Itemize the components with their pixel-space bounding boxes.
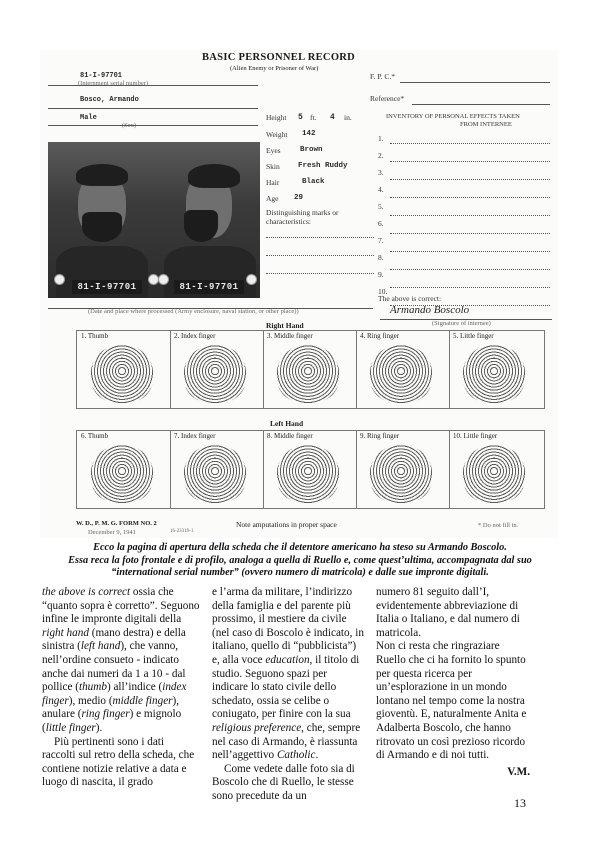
photo-mark: [54, 274, 65, 285]
marks-label: Distinguishing marks or characteristics:: [266, 208, 339, 226]
correct-label: The above is correct:: [378, 294, 442, 303]
skin-label: Skin: [266, 162, 280, 171]
photo-front-beard: [82, 212, 122, 242]
paragraph: e l’arma da militare, l’indirizzo della famiglia e del parente più prossimo, il mestiere da civile (nel caso di Boscolo è indicato, in italiano, quello di “pubblicista”) e, alla voce education, il titolo di studio. Seguono spazi per indicare lo stato civile dello schedato, ossia se celibe o coniugato, per finire con la sua religious preference, che, sempre nel caso di Armando, è riassunta nell’aggettivo Catholic.: [212, 586, 364, 762]
inventory-item: 1.: [378, 134, 384, 143]
name-value: Bosco, Armando: [80, 96, 139, 104]
header-line: [48, 107, 258, 109]
text-column-3: [376, 586, 530, 779]
record-title: BASIC PERSONNEL RECORD: [202, 52, 356, 63]
inventory-subtitle: FROM INTERNEE: [460, 121, 512, 128]
marks-line: [266, 272, 374, 274]
photo-profile-beard: [184, 210, 218, 242]
personnel-record-scan: [40, 50, 558, 538]
inventory-item: 7.: [378, 236, 384, 245]
left-hand-row: [76, 430, 545, 509]
fpc-line: [400, 81, 550, 83]
hair-value: Black: [302, 178, 325, 186]
fingerprint-right-index: 2. Index finger: [170, 330, 264, 408]
photo-front-plate: 81-I-97701: [72, 280, 142, 294]
photo-profile-plate: 81-I-97701: [174, 280, 244, 294]
fingerprint-left-little: 10. Little finger: [449, 430, 545, 508]
page-number: 13: [514, 796, 526, 810]
height-feet-unit: ft.: [310, 113, 317, 122]
right-hand-label: Right Hand: [266, 321, 304, 330]
eyes-label: Eyes: [266, 146, 281, 155]
reference-label: Reference*: [370, 94, 405, 103]
paragraph: Non ci resta che ringraziare Ruello che ci ha fornito lo spunto per questa ricerca per un’esplorazione in un mondo lontano nel tempo come la nostra gioventù. E, naturalmente Anita e Adalberta Boscolo, che hanno ritrovato un così prezioso ricordo di Armando e di noi tutti.: [376, 640, 527, 762]
age-value: 29: [294, 194, 304, 202]
fingerprint-right-thumb: 1. Thumb: [77, 330, 171, 408]
photo-profile-hair: [188, 164, 240, 188]
left-hand-label: Left Hand: [270, 419, 304, 428]
skin-value: Fresh Ruddy: [298, 162, 348, 170]
caption-line: Essa reca la foto frontale e di profilo, analoga a quella di Ruello e, come quest’ultima, accompagnata dal suo: [68, 554, 532, 566]
fingerprint-left-ring: 9. Ring finger: [356, 430, 450, 508]
text-column-2: [212, 586, 364, 804]
figure-caption: [40, 542, 560, 580]
photo-caption: (Date and place where processed (Army enclosure, naval station, or other place)): [88, 308, 299, 315]
fingerprint-left-thumb: 6. Thumb: [77, 430, 171, 508]
reference-line: [412, 103, 550, 105]
text-column-1: [42, 586, 200, 790]
right-hand-row: [76, 330, 545, 409]
fingerprint-left-index: 7. Index finger: [170, 430, 264, 508]
caption-line: Ecco la pagina di apertura della scheda che il detentore americano ha steso su Armando Boscolo.: [93, 542, 507, 553]
eyes-value: Brown: [300, 146, 323, 154]
signature-hint: (Signature of internee): [432, 320, 491, 327]
inventory-item: 4.: [378, 185, 384, 194]
inventory-item: 10.: [378, 287, 388, 296]
caption-line: “international serial number” (ovvero numero di matricola) e dalle sue impronte digitali.: [111, 567, 489, 578]
record-subtitle: (Alien Enemy or Prisoner of War): [230, 65, 319, 72]
fingerprint-right-ring: 4. Ring finger: [356, 330, 450, 408]
inventory-title: INVENTORY OF PERSONAL EFFECTS TAKEN: [386, 113, 520, 120]
photo-front-hair: [76, 164, 128, 186]
paragraph: Più pertinenti sono i dati raccolti sul retro della scheda, che contiene notizie relative a data e luogo di nascita, il grado: [42, 735, 195, 789]
author-signature: V.M.: [507, 765, 530, 778]
marks-line: [266, 236, 374, 238]
form-date: December 9, 1941: [88, 529, 136, 536]
weight-value: 142: [302, 130, 316, 138]
hair-label: Hair: [266, 178, 280, 187]
fingerprint-right-middle: 3. Middle finger: [263, 330, 357, 408]
height-inches-unit: in.: [344, 113, 352, 122]
inventory-item: 9.: [378, 270, 384, 279]
serial-number-value: 81-I-97701: [80, 72, 123, 80]
weight-label: Weight: [266, 130, 288, 139]
inventory-list: [378, 134, 387, 304]
sex-value: Male: [80, 114, 97, 122]
internee-photos: [48, 142, 260, 298]
photo-mark: [158, 274, 169, 285]
inventory-item: 8.: [378, 253, 384, 262]
form-code: 16-23319-1: [170, 529, 194, 534]
height-feet-value: 5: [298, 113, 303, 122]
inventory-lines: [390, 142, 550, 306]
age-label: Age: [266, 194, 279, 203]
amputations-note: Note amputations in proper space: [236, 520, 337, 529]
form-number: W. D., P. M. G. FORM NO. 2: [76, 520, 157, 527]
header-line: [48, 84, 258, 86]
photo-mark: [246, 274, 257, 285]
fpc-label: F. P. C.*: [370, 72, 396, 81]
header-line: [48, 124, 258, 126]
inventory-item: 3.: [378, 168, 384, 177]
paragraph: the above is correct ossia che “quanto sopra è corretto”. Seguono infine le impronte digitali della right hand (mano destra) e della sinistra (left hand), che vanno, nell’ordine consueto - indicato anche dai numeri da 1 a 10 - dal pollice (thumb) all’indice (index finger), medio (middle finger), anulare (ring finger) e mignolo (little finger).: [42, 586, 200, 734]
height-label: Height: [266, 113, 287, 122]
inventory-item: 5.: [378, 202, 384, 211]
inventory-item: 2.: [378, 151, 384, 160]
footnote: * Do not fill in.: [478, 522, 519, 529]
marks-line: [266, 254, 374, 256]
paragraph: numero 81 seguito dall’I, evidentemente abbreviazione di Italia o Italiano, e dal numero di matricola.: [376, 586, 520, 639]
sex-hint: (Sex): [122, 122, 137, 129]
height-inches-value: 4: [330, 113, 335, 122]
fingerprint-left-middle: 8. Middle finger: [263, 430, 357, 508]
fingerprint-right-little: 5. Little finger: [449, 330, 545, 408]
inventory-item: 6.: [378, 219, 384, 228]
paragraph: Come vedete dalle foto sia di Boscolo che di Ruello, le stesse sono precedute da un: [212, 762, 355, 802]
internee-signature: Armando Boscolo: [390, 304, 470, 316]
serial-number-hint: (Internment serial number): [78, 80, 149, 87]
